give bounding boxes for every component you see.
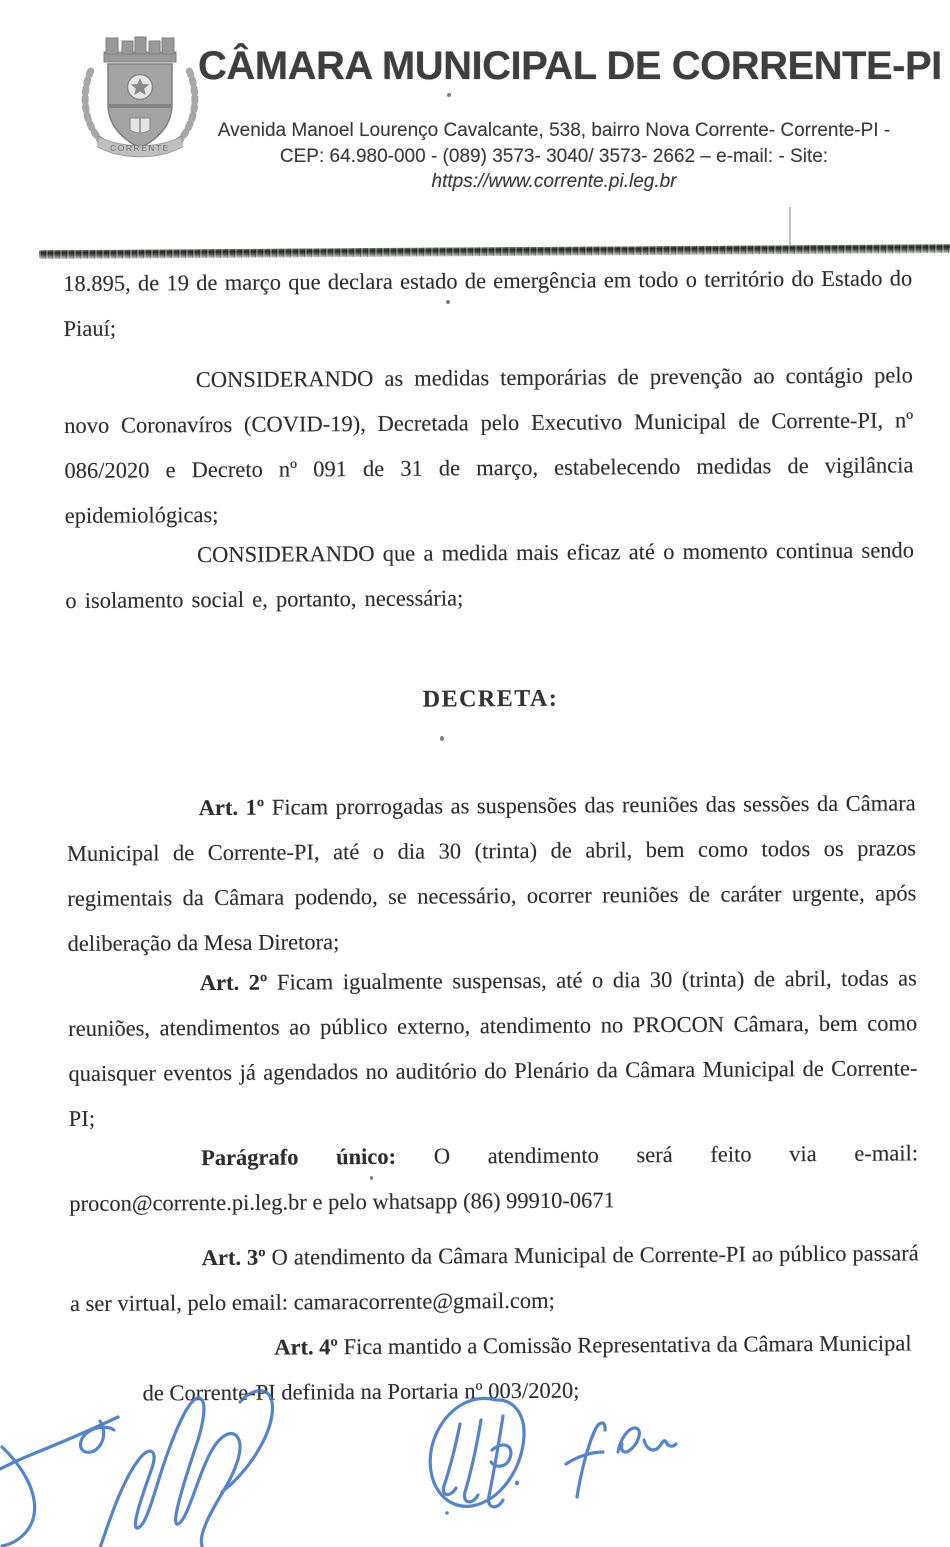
art-2-text: Ficam igualmente suspensas, até o dia 30 (trinta) de abril, todas as reuniões, atendimentos ao público externo, atendimento no PROCON Câmara, bem como quaisquer eventos já agendados no auditório do Plenário da Câmara Municipal de Corrente-PI; — [68, 965, 918, 1131]
decree-body — [63, 244, 920, 1416]
logo-ribbon-text: CORRENTE — [110, 143, 170, 153]
art-2-label: Art. 2º — [199, 969, 268, 996]
scan-speck — [447, 93, 451, 97]
municipal-coat-of-arms-logo — [70, 30, 210, 162]
decreta-heading: DECRETA: — [422, 685, 559, 713]
art-1-text: Ficam prorrogadas as suspensões das reuniões das sessões da Câmara Municipal de Corrente-PI, até o dia 30 (trinta) de abril, bem como todos os prazos regimentais da Câmara podendo, se necessário, ocorrer reuniões de caráter urgente, após deliberação da Mesa Diretora; — [66, 790, 917, 956]
art-4-label: Art. 4º — [274, 1334, 339, 1360]
art-3-label: Art. 3º — [201, 1244, 266, 1271]
paragraph-art-4 — [70, 1320, 920, 1416]
header-address-line-2: CEP: 64.980-000 - (089) 3573- 3040/ 3573- 2662 – e-mail: - Site: — [279, 145, 829, 167]
paragrafo-unico-text: O atendimento será feito via e-mail: procon@corrente.pi.leg.br e pelo whatsapp (86) 99910-0671 — [69, 1140, 919, 1216]
signature-right — [566, 1423, 676, 1497]
art-1-label: Art. 1º — [198, 794, 265, 821]
coat-of-arms-icon — [70, 30, 210, 162]
art-3-text: O atendimento da Câmara Municipal de Corrente-PI ao público passará a ser virtual, pelo email: camaracorrente@gmail.com; — [69, 1240, 919, 1316]
paragraph-paragrafo-unico — [69, 1130, 919, 1226]
paragraph-art-3 — [70, 1230, 920, 1326]
art-4-text: Fica mantido a Comissão Representativa da Câmara Municipal de Corrente-PI definida na Portaria nº 003/2020; — [142, 1330, 912, 1406]
paragraph-considerando-2: CONSIDERANDO que a medida mais eficaz até o momento continua sendo o isolamento social e, portanto, necessária; — [65, 537, 915, 613]
header-address-line-1: Avenida Manoel Lourenço Cavalcante, 538, bairro Nova Corrente- Corrente-PI - — [217, 120, 891, 141]
paragraph-art-1 — [67, 780, 917, 966]
header-address — [192, 118, 916, 195]
paragrafo-unico-label: Parágrafo único: — [200, 1143, 397, 1171]
paragraph-continuation: 18.895, de 19 de março que declara estado de emergência em todo o território do Estado do Piauí; — [63, 265, 913, 341]
header-website: https://www.corrente.pi.leg.br — [431, 171, 677, 192]
paragraph-considerando-1: CONSIDERANDO as medidas temporárias de prevenção ao contágio pelo novo Coronavíros (COVID-19), Decretada pelo Executivo Municipal de Corrente-PI, nº 086/2020 e Decreto nº 091 de 31 de março, estabelecendo medidas de vigilância epidemiológicas; — [64, 362, 914, 528]
header-title: CÂMARA MUNICIPAL DE CORRENTE-PI — [198, 44, 942, 88]
signature-center — [430, 1398, 524, 1514]
paragraph-art-2 — [68, 955, 918, 1141]
